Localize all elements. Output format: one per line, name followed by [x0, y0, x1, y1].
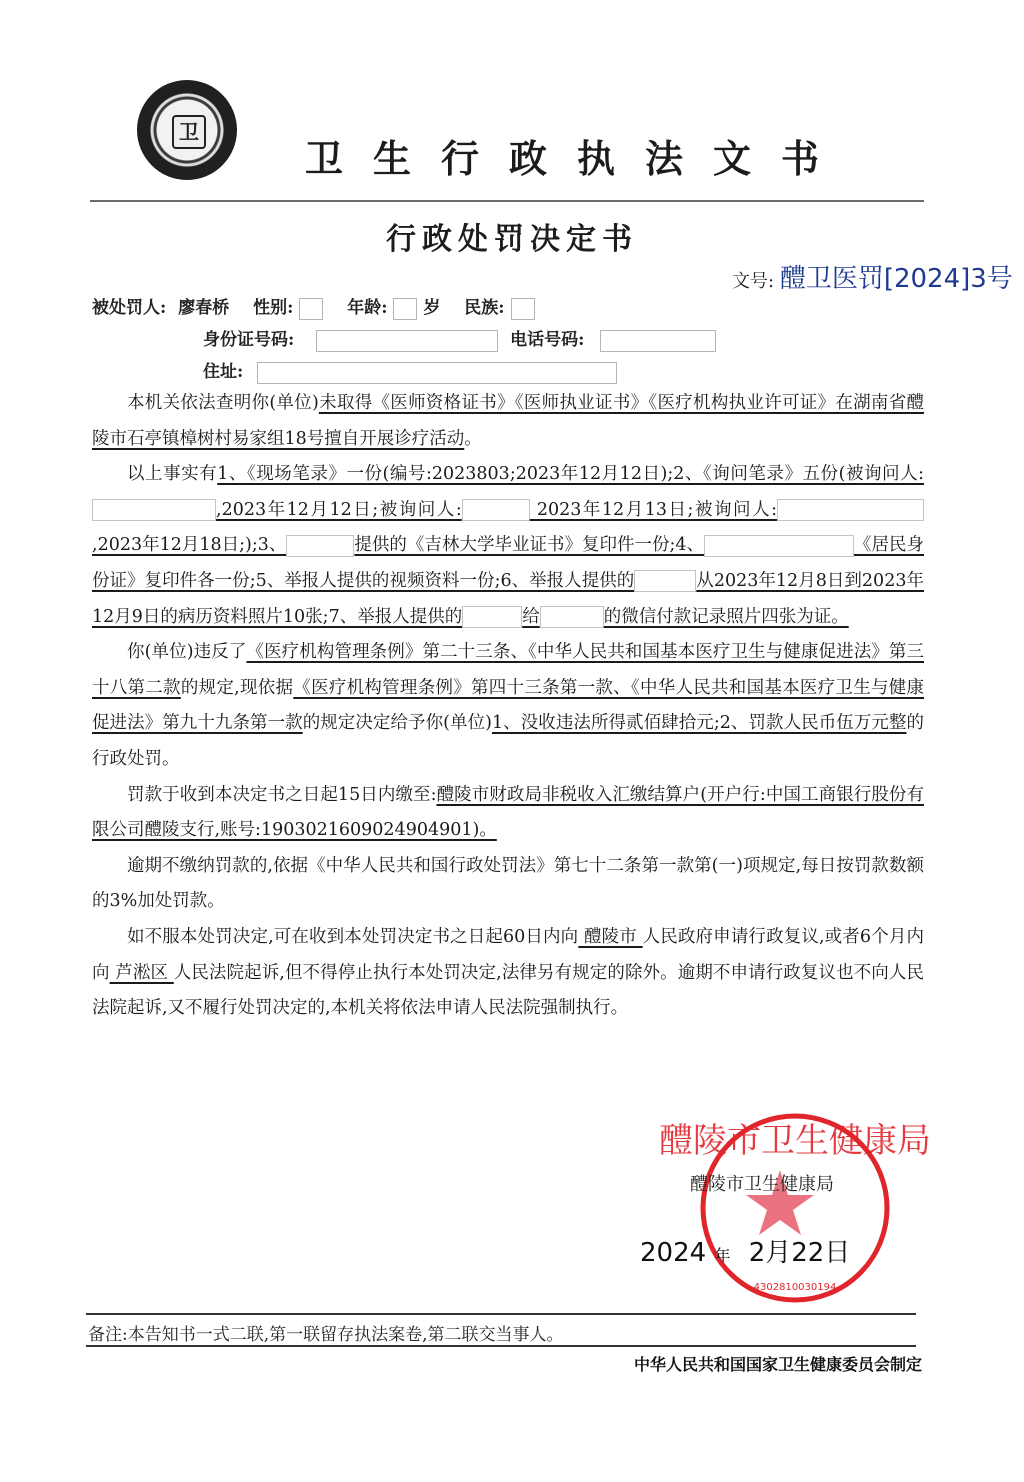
document-number: [732, 258, 1013, 295]
age-unit: 岁: [423, 298, 441, 318]
paragraph-appeal: [92, 920, 924, 1027]
paragraph-findings: [92, 386, 924, 457]
evidence-part: 提供的《吉林大学毕业证书》复印件一份;4、: [354, 535, 705, 556]
age-field: [393, 298, 417, 320]
id-field: [316, 330, 498, 352]
footer-divider-bottom: [86, 1345, 916, 1347]
violation-end: 的行政处罚。: [92, 713, 924, 769]
findings-lead: 本机关依法查明你(单位): [127, 393, 319, 413]
appeal-part: 如不服本处罚决定,可在收到本处罚决定书之日起60日内向: [127, 926, 579, 947]
header-divider: [90, 200, 924, 202]
party-row-1: [92, 293, 535, 320]
appeal-government: 醴陵市: [578, 926, 643, 947]
doc-number-value: 醴卫医罚[2024]3号: [779, 264, 1013, 294]
id-label: 身份证号码:: [203, 330, 295, 350]
violation-lead: 你(单位)违反了: [127, 642, 247, 663]
evidence-part: 1、《现场笔录》一份(编号:2023803;2023年12月12日);2、《询问笔录》五份(被询问人:: [217, 464, 925, 485]
evidence-list: [92, 464, 924, 626]
seal-code: 4302810030194: [753, 1282, 837, 1293]
appeal-court: 芦淞区: [109, 962, 174, 983]
seal-ring-text: 醴陵市卫生健康局: [659, 1121, 931, 1161]
evidence-part: 2023年12月13日;被询问人:: [529, 499, 777, 520]
agency-name: 醴陵市卫生健康局: [690, 1174, 834, 1195]
party-name: 廖春桥: [178, 298, 230, 318]
ethnicity-field: [511, 298, 535, 320]
emblem-icon: 卫: [137, 80, 237, 180]
series-title: 卫生行政执法文书: [305, 136, 850, 181]
footer-divider-top: [86, 1313, 916, 1315]
evidence-lead: 以上事实有: [127, 464, 218, 485]
gender-label: 性别:: [253, 298, 294, 318]
address-label: 住址:: [203, 362, 244, 382]
findings-fact: 未取得《医师资格证书》《医师执业证书》《医疗机构执业许可证》在湖南省醴陵市石亭镇樟树村易家组18号擅自开展诊疗活动: [92, 393, 925, 449]
date-year: 2024: [640, 1238, 707, 1268]
appeal-part: 人民法院起诉,但不得停止执行本处罚决定,法律另有规定的除外。逾期不申请行政复议也不向人民法院起诉,又不履行处罚决定的,本机关将依法申请人民法院强制执行。: [92, 962, 924, 1019]
gender-field: [299, 298, 323, 320]
redacted-box: [462, 499, 530, 521]
basis-law: 《医疗机构管理条例》第四十三条第一款、《中华人民共和国基本医疗卫生与健康促进法》第九十九条第一款: [92, 677, 925, 734]
party-row-3: [203, 357, 617, 384]
evidence-part: ,2023年12月18日;);3、: [92, 535, 287, 556]
paragraph-violation: [92, 635, 924, 777]
evidence-part: ,2023年12月12日;被询问人:: [216, 499, 462, 520]
payment-account: 醴陵市财政局非税收入汇缴结算户(开户行:中国工商银行股份有限公司醴陵支行,账号:1903021609024904901)。: [92, 784, 924, 841]
document-title: 行政处罚决定书: [386, 222, 638, 257]
redacted-box: [777, 499, 924, 521]
paragraph-late-fee: 逾期不缴纳罚款的,依据《中华人民共和国行政处罚法》第七十二条第一款第(一)项规定,每日按罚款数额的3%加处罚款。: [92, 855, 924, 912]
redacted-box: [286, 535, 354, 557]
party-row-2: [203, 325, 716, 352]
issuer-credit: 中华人民共和国国家卫生健康委员会制定: [633, 1355, 922, 1374]
redacted-box: [92, 499, 216, 521]
appeal-part: 人民政府申请行政复议,或者6个月内向: [92, 926, 924, 983]
signature-date: [640, 1232, 850, 1269]
evidence-part: 给: [522, 606, 540, 627]
redacted-box: [634, 570, 696, 592]
violated-law: 《医疗机构管理条例》第二十三条、《中华人民共和国基本医疗卫生与健康促进法》第三十八第二款: [92, 642, 925, 698]
decision-body: [92, 386, 924, 1027]
party-label: 被处罚人:: [92, 298, 167, 318]
age-label: 年龄:: [347, 298, 388, 318]
redacted-box: [704, 535, 854, 557]
paragraph-payment: [92, 778, 924, 849]
evidence-part: 《居民身份证》复印件各一份;5、举报人提供的视频资料一份;6、举报人提供的: [92, 535, 925, 591]
doc-number-label: 文号:: [732, 271, 775, 292]
redacted-box: [462, 606, 522, 628]
phone-field: [600, 330, 716, 352]
violation-mid2: 的规定决定给予你(单位): [302, 713, 492, 734]
findings-end: 。: [464, 428, 482, 449]
date-year-unit: 年: [714, 1246, 731, 1265]
violation-mid: 的规定,现依据: [180, 677, 294, 698]
penalty: 1、没收违法所得贰佰肆拾元;2、罚款人民币伍万元整: [491, 713, 907, 734]
redacted-box: [540, 606, 604, 628]
paragraph-evidence: [92, 457, 924, 635]
evidence-part: 从2023年12月8日到2023年12月9日的病历资料照片10张;7、举报人提供的: [92, 570, 924, 627]
evidence-part: 的微信付款记录照片四张为证。: [603, 606, 849, 627]
phone-label: 电话号码:: [510, 330, 585, 350]
ethnicity-label: 民族:: [464, 298, 505, 318]
payment-lead: 罚款于收到本决定书之日起15日内缴至:: [127, 784, 437, 805]
date-month-day: 2月22日: [748, 1238, 851, 1268]
address-field: [257, 362, 617, 384]
footer-note: 备注:本告知书一式二联,第一联留存执法案卷,第二联交当事人。: [88, 1325, 564, 1345]
